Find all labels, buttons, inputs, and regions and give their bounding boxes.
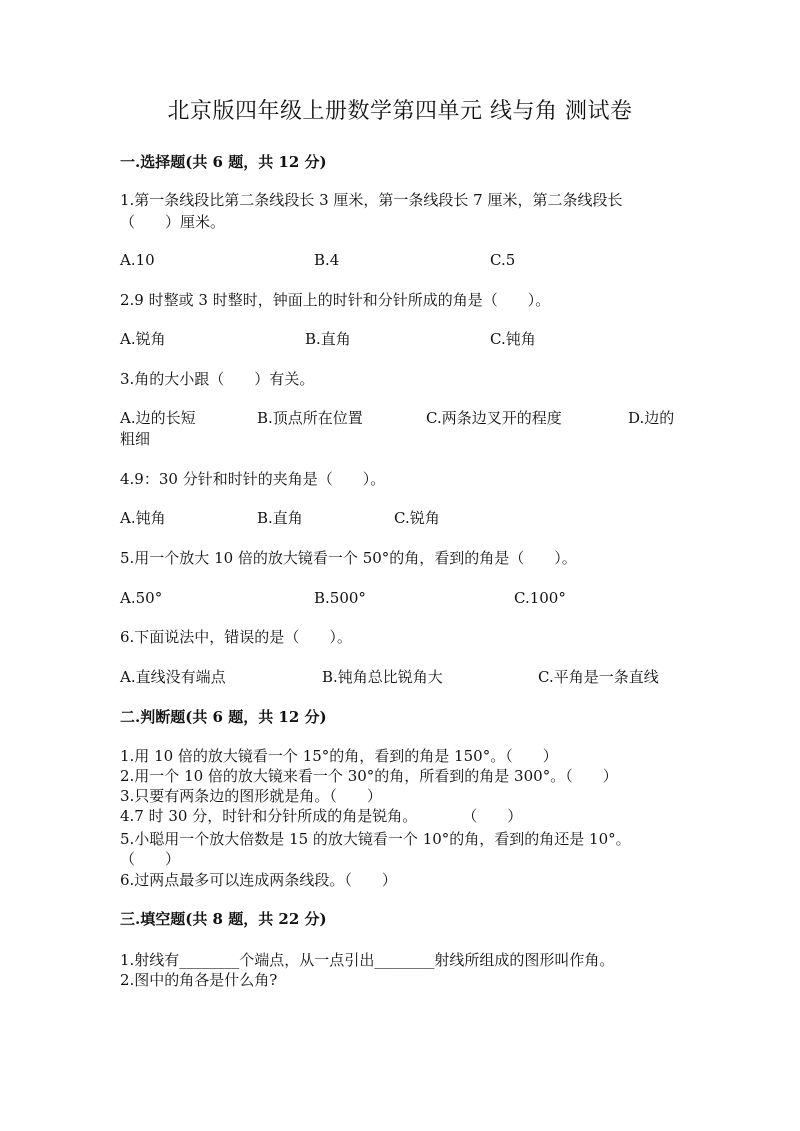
judgment-item-continued: （ ）	[120, 850, 181, 868]
option-a: A.10	[120, 251, 155, 269]
section-heading-judgment: 二.判断题(共 6 题，共 12 分)	[120, 708, 327, 726]
option-a: A.边的长短	[120, 409, 196, 427]
option-b: B.顶点所在位置	[257, 409, 363, 427]
question-text: 6.下面说法中，错误的是（ ）。	[120, 628, 352, 646]
question-text: 1.第一条线段比第二条线段长 3 厘米，第一条线段长 7 厘米，第二条线段长	[120, 191, 623, 209]
option-b: B.钝角总比锐角大	[322, 668, 443, 686]
judgment-item: 4.7 时 30 分，时针和分针所成的角是锐角。 （ ）	[120, 807, 523, 825]
question-text: 4.9：30 分针和时针的夹角是（ ）。	[120, 470, 386, 488]
page-title: 北京版四年级上册数学第四单元 线与角 测试卷	[167, 99, 633, 124]
option-c: C.两条边叉开的程度	[426, 409, 562, 427]
judgment-item: 3.只要有两条边的图形就是角。（ ）	[120, 787, 382, 805]
question-text: 2.9 时整或 3 时整时，钟面上的时针和分针所成的角是（ ）。	[120, 291, 551, 309]
option-c: C.钝角	[490, 330, 536, 348]
option-c: C.平角是一条直线	[538, 668, 659, 686]
option-b: B.4	[314, 251, 340, 269]
option-c: C.5	[490, 251, 516, 269]
option-a: A.直线没有端点	[120, 668, 226, 686]
question-text: 3.角的大小跟（ ）有关。	[120, 370, 315, 388]
fill-item: 1.射线有________个端点，从一点引出________射线所组成的图形叫作角。	[120, 951, 615, 969]
fill-item: 2.图中的角各是什么角?	[120, 971, 278, 989]
section-heading-choice: 一.选择题(共 6 题，共 12 分)	[120, 153, 327, 171]
option-c: C.100°	[514, 589, 566, 607]
section-heading-fill: 三.填空题(共 8 题，共 22 分)	[120, 910, 327, 928]
judgment-item: 2.用一个 10 倍的放大镜来看一个 30°的角，所看到的角是 300°。（ ）	[120, 767, 618, 785]
question-text: 5.用一个放大 10 倍的放大镜看一个 50°的角，看到的角是（ ）。	[120, 549, 577, 567]
option-d: D.边的	[628, 409, 675, 427]
option-a: A.钝角	[120, 509, 166, 527]
judgment-item: 5.小聪用一个放大倍数是 15 的放大镜看一个 10°的角，看到的角还是 10°。	[120, 830, 631, 848]
option-c: C.锐角	[394, 509, 440, 527]
option-b: B.直角	[305, 330, 351, 348]
option-a: A.锐角	[120, 330, 166, 348]
question-text: （ ）厘米。	[120, 213, 226, 231]
option-a: A.50°	[120, 589, 163, 607]
option-b: B.500°	[314, 589, 366, 607]
judgment-item: 1.用 10 倍的放大镜看一个 15°的角，看到的角是 150°。（ ）	[120, 747, 558, 765]
judgment-item: 6.过两点最多可以连成两条线段。（ ）	[120, 871, 397, 889]
option-d-continued: 粗细	[120, 430, 151, 448]
option-b: B.直角	[257, 509, 303, 527]
